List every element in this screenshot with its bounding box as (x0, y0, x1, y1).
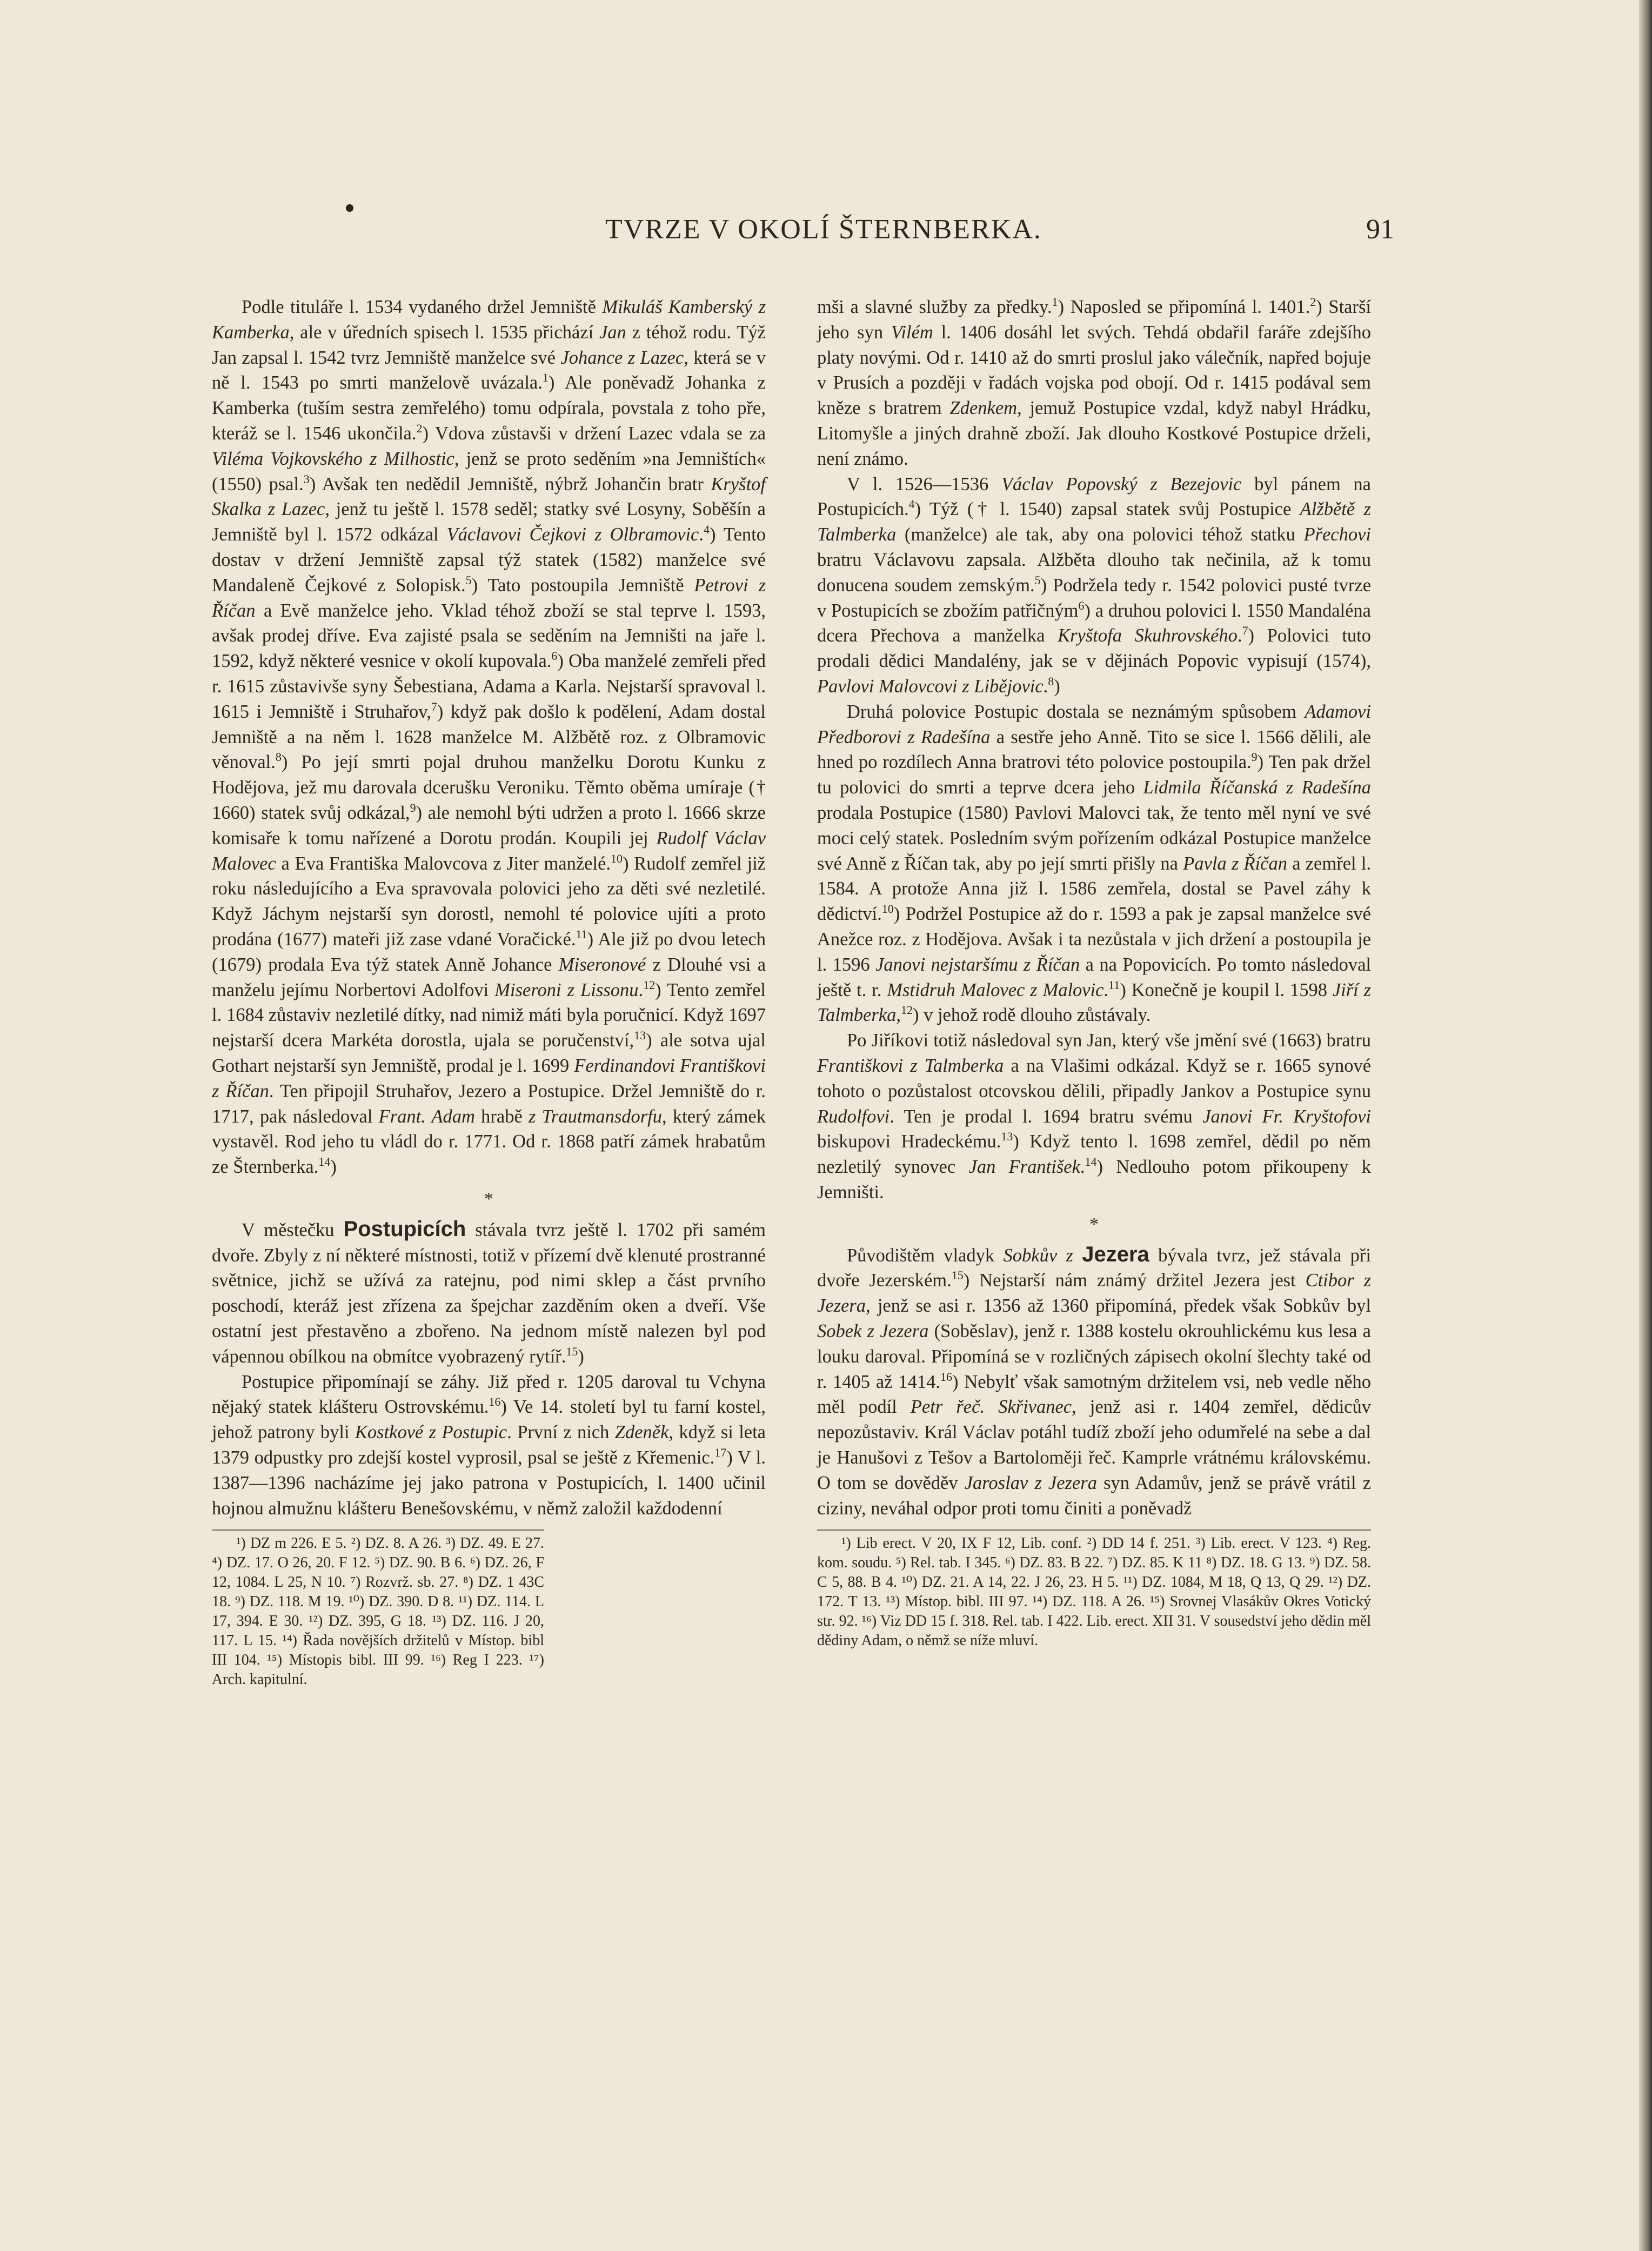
page-number: 91 (1366, 214, 1394, 245)
section-separator: * (484, 1188, 493, 1209)
page-edge (1639, 0, 1652, 2251)
paragraph: V l. 1526—1536 Václav Popovský z Bezejovic byl pánem na Postupicích.$^4$) Týž († l. 1540) zapsal statek svůj Postupice Alžbětě z Talmberka (manželce) ale tak, aby ona polovici téhož statku Přechovi bratru Václavovu zapsala. Alžběta dlouho tak nečinila, až k tomu donucena soudem zemským.$^5$) Podržela tedy r. 1542 polovici pusté tvrze v Postupicích se zbožím patřičným$^6$) a druhou polovici l. 1550 Mandaléna dcera Přechova a manželka Kryštofa Skuhrovského.$^7$) Polovici tuto prodali dědici Mandalény, jak se v dějinách Popovic vypisují (1574), Pavlovi Malovcovi z Liběјovic.$^8$) (817, 473, 1372, 697)
paragraph: Po Jiříkovi totiž následoval syn Jan, který vše jmění své (1663) bratru Františkovi z Talmberka a na Vlašimi odkázal. Když se r. 1665 synové tohoto o pozůstalost otcovskou dělili, připadly Jankov a Postupice synu Rudolfovi. Ten je prodal l. 1694 bratru svému Janovi Fr. Kryštofovi biskupovi Hradeckému.$^{13}$) Když tento l. 1698 zemřel, dědil po něm nezletilý synovec Jan František.$^{14}$) Nedlouho potom přikoupeny k Jemništi. (817, 1030, 1372, 1203)
paragraph: Postupice připomínají se záhy. Již před r. 1205 daroval tu Vchyna nějaký statek klášteru Ostrovskému.$^{16}$) Ve 14. století byl tu farní kostel, jehož patrony byli Kostkové z Postupic. První z nich Zdeněk, když si leta 1379 odpustky pro zdejší kostel vyprosil, psal se ještě z Křemenic.$^{17}$) V l. 1387—1396 nacházíme jej jako patrona v Postupicích, l. 1400 učinil hojnou almužnu klášteru Benešovskému, v němž založil každodenní (212, 1371, 766, 1519)
right-column (817, 295, 1371, 1651)
paragraph: V městečku Postupicích stávala tvrz ještě l. 1702 při samém dvoře. Zbyly z ní některé místnosti, totiž v přízemí dvě klenuté prostranné světnice, jichž se užívá za ratejnu, pod nimi sklep a část prvního poschodí, kteráž jest zřízena za špejchar zazděním oken a dveří. Vše ostatní jest přestavěno a zbořeno. Na jednom místě nalezen byl pod vápennou obílkou na obmítce vyobrazený rytíř.$^{15}$) (212, 1217, 766, 1367)
footnotes: ¹) DZ m 226. E 5. ²) DZ. 8. A 26. ³) DZ. 49. E 27. ⁴) DZ. 17. O 26, 20. F 12. ⁵) DZ. 90. B 6. ⁶) DZ. 26, F 12, 1084. L 25, N 10. ⁷) Rozvrž. sb. 27. ⁸) DZ. 1 43C 18. ⁹) DZ. 118. M 19. ¹⁰) DZ. 390. D 8. ¹¹) DZ. 114. L 17, 394. E 30. ¹²) DZ. 395, G 18. ¹³) DZ. 116. J 20, 117. L 15. ¹⁴) Řada novějších držitelů v Místop. bibl III 104. ¹⁵) Místopis bibl. III 99. ¹⁶) Reg I 223. ¹⁷) Arch. kapitulní. (212, 1529, 544, 1689)
paragraph: mši a slavné služby za předky.$^1$) Naposled se připomíná l. 1401.$^2$) Starší jeho syn Vilém l. 1406 dosáhl let svých. Tehdá obdařil faráře zdejšího platy novými. Od r. 1410 až do smrti proslul jako válečník, napřed bojuje v Prusích a později v řadách vojska pod obojí. Od r. 1415 podával sem kněze s bratrem Zdenkem, jemuž Postupice vzdal, když nabyl Hrádku, Litomyšle a jiných drahně zboží. Jak dlouho Kostkové Postupice drželi, není známo. (817, 295, 1372, 469)
running-header-title: TVRZE V OKOLÍ ŠTERNBERKA. (605, 214, 1042, 245)
paragraph: Podle tituláře l. 1534 vydaného držel Jemniště Mikuláš Kamberský z Kamberka, ale v úředních spisech l. 1535 přichází Jan z téhož rodu. Týž Jan zapsal l. 1542 tvrz Jemniště manželce své Johance z Lazec, která se v ně l. 1543 po smrti manželově uvázala.$^1$) Ale poněvadž Johanka z Kamberka (tuším sestra zemřelého) tomu odpírala, povstala z toho pře, kteráž se l. 1546 ukončila.$^2$) Vdova zůstavši v držení Lazec vdala se za Viléma Vojkovského z Milhostic, jenž se proto seděním »na Jemništích« (1550) psal.$^3$) Avšak ten nedědil Jemniště, nýbrž Johančin bratr Kryštof Skalka z Lazec, jenž tu ještě l. 1578 seděl; statky své Losyny, Soběšín a Jemniště byl l. 1572 odkázal Václavovi Čejkovi z Olbramovic.$^4$) Tento dostav v držení Jemniště zapsal týž statek (1582) manželce své Mandaleně Čejkové z Solopisk.$^5$) Tato postoupila Jemniště Petrovi z Říčan a Evě manželce jeho. Vklad téhož zboží se stal teprve l. 1593, avšak prodej dříve. Eva zajisté psala se seděním na Jemništi na jaře l. 1592, když některé vesnice v okolí kupovala.$^6$) Oba manželé zemřeli před r. 1615 zůstavivše syny Šebestiana, Adama a Karla. Nejstarší spravoval l. 1615 i Jemniště i Struhařov,$^7$) když pak došlo k podělení, Adam dostal Jemniště a na něm l. 1628 manželce M. Alžbětě roz. z Olbramovic věnoval.$^8$) Po její smrti pojal druhou manželku Dorotu Kunku z Hodějova, jež mu darovala dcerušku Veroniku. Těmto oběma umíraje († 1660) statek svůj odkázal,$^9$) ale nemohl býti udržen a proto l. 1666 skrze komisaře k tomu nařízené a Dorotu prodán. Koupili jej Rudolf Václav Malovec a Eva Františka Malovcova z Jiter manželé.$^{10}$) Rudolf zemřel již roku následujícího a Eva spravovala polovici jeho za děti své nezletilé. Když Jáchym nejstarší syn dorostl, nemohl té polovice ujíti a proto prodána (1677) mateři již zase vdané Voračické.$^{11}$) Ale již po dvou letech (1679) prodala Eva týž statek Anně Johance Miseronové z Dlouhé vsi a manželu jejímu Norbertovi Adolfovi Miseroni z Lissonu.$^{12}$) Tento zemřel l. 1684 zůstaviv nezletilé dítky, nad nimiž máti byla poručnicí. Když 1697 nejstarší dcera Markéta dorostla, ujala se poručenství,$^{13}$) ale sotva ujal Gothart nejstarší syn Jemniště, prodal je l. 1699 Ferdinandovi Františkovi z Říčan. Ten připojil Struhařov, Jezero a Postupice. Držel Jemniště do r. 1717, pak následoval Frant. Adam hrabě z Trautmansdorfu, který zámek vystavěl. Rod jeho tu vládl do r. 1771. Od r. 1868 patří zámek hrabatům ze Šternberka.$^{14}$) (212, 297, 766, 1178)
paragraph: Druhá polovice Postupic dostala se neznámým spůsobem Adamovi Předborovi z Radešína a sestře jeho Anně. Tito se sice l. 1566 dělili, ale hned po rozdílech Anna bratrovi této polovice postoupila.$^9$) Ten pak držel tu polovici do smrti a teprve dcera jeho Lidmila Říčanská z Radešína prodala Postupice (1580) Pavlovi Malovci tak, že tento měl nyní ve své moci celý statek. Posledním svým pořízením odkázal Postupice manželce své Anně z Říčan tak, aby po její smrti přišly na Pavla z Říčan a zemřel l. 1584. A protože Anna již l. 1586 zemřela, dostal se Pavel záhy k dědictví.$^{10}$) Podržel Postupice až do r. 1593 a pak je zapsal manželce své Anežce roz. z Hodějova. Avšak i ta nezůstala v jich držení a postoupila je l. 1596 Janovi nejstaršímu z Říčan a na Popovicích. Po tomto následoval ještě t. r. Mstidruh Malovec z Malovic.$^{11}$) Konečně je koupil l. 1598 Jiří z Talmberka,$^{12}$) v jehož rodě dlouho zůstávaly. (817, 701, 1372, 1026)
left-column (212, 295, 766, 1689)
place-name-heading: Postupicích (343, 1217, 466, 1241)
footnotes: ¹) Lib erect. V 20, IX F 12, Lib. conf. ²) DD 14 f. 251. ³) Lib. erect. V 123. ⁴) Reg. kom. soudu. ⁵) Rel. tab. I 345. ⁶) DZ. 83. B 22. ⁷) DZ. 85. K 11 ⁸) DZ. 18. G 13. ⁹) DZ. 58. C 5, 88. B 4. ¹⁰) DZ. 21. A 14, 22. J 26, 23. H 5. ¹¹) DZ. 1084, M 18, Q 13, Q 29. ¹²) DZ. 172. T 13. ¹³) Místop. bibl. III 97. ¹⁴) DZ. 118. A 26. ¹⁵) Srovnej Vlasákův Okres Votický str. 92. ¹⁶) Viz DD 15 f. 318. Rel. tab. I 422. Lib. erect. XII 31. V sousedství jeho dědin měl dědiny Adam, o němž se níže mluví. (817, 1529, 1371, 1651)
paragraph: Původištěm vladyk Sobkův z Jezera bývala tvrz, jež stávala při dvoře Jezerském.$^{15}$) Nejstarší nám známý držitel Jezera jest Ctibor z Jezera, jenž se asi r. 1356 až 1360 připomíná, předek však Sobkův byl Sobek z Jezera (Soběslav), jenž r. 1388 kostelu okrouhlickému kus lesa a louku daroval. Připomíná se v rozličných zápisech okolní šlechty také od r. 1405 až 1414.16) Nebylť však samotným držitelem vsi, neb vedle něho měl podíl Petr řeč. Skřivanec, jenž asi r. 1404 zemřel, dědicův nepozůstaviv. Král Václav potáhl tudíž zboží jeho odumřelé na sebe a dal je Hanušovi z Tešov a Bartoloměji řeč. Kamprle vrátnému královskému. O tom se dověděv Jaroslav z Jezera syn Adamův, jenž se právě vrátil z ciziny, neváhal odpor proti tomu činiti a poněvadž (817, 1242, 1372, 1519)
ink-dot (346, 204, 353, 212)
section-separator: * (1089, 1214, 1099, 1234)
place-name-heading: Jezera (1082, 1242, 1149, 1266)
